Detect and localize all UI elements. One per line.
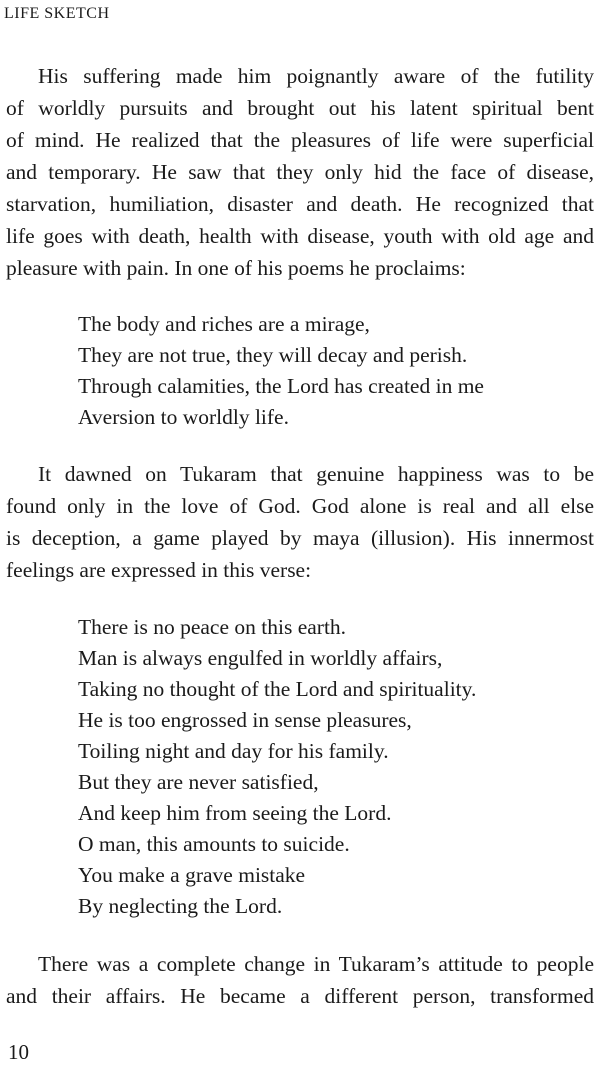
paragraph-line: feelings are expressed in this verse:	[6, 558, 312, 582]
verse-line: And keep him from seeing the Lord.	[78, 801, 392, 825]
paragraph-line: is deception, a game played by maya (illusion). His innermost	[6, 526, 594, 550]
paragraph-line: of worldly pursuits and brought out his latent spiritual bent	[6, 96, 594, 120]
paragraph-line: and their affairs. He became a different person, transformed	[6, 984, 594, 1008]
paragraph-line: life goes with death, health with disease, youth with old age and	[6, 224, 594, 248]
verse-line: Toiling night and day for his family.	[78, 739, 389, 763]
verse-line: You make a grave mistake	[78, 863, 306, 887]
verse-line: They are not true, they will decay and perish.	[78, 343, 468, 367]
paragraph-line: His suffering made him poignantly aware of the futility	[38, 64, 594, 88]
verse-line: There is no peace on this earth.	[78, 615, 347, 639]
verse-line: Man is always engulfed in worldly affairs,	[78, 646, 443, 670]
paragraph-line: found only in the love of God. God alone is real and all else	[6, 494, 594, 518]
paragraph-line: of mind. He realized that the pleasures of life were superficial	[6, 128, 594, 152]
paragraph-line: pleasure with pain. In one of his poems he proclaims:	[6, 256, 466, 280]
running-head: LIFE SKETCH	[4, 5, 110, 22]
paragraph-line: starvation, humiliation, disaster and death. He recognized that	[6, 192, 594, 216]
verse-line: But they are never satisfied,	[78, 770, 319, 794]
page-number: 10	[8, 1040, 29, 1064]
verse-line: O man, this amounts to suicide.	[78, 832, 350, 856]
paragraph-line: There was a complete change in Tukaram’s attitude to people	[38, 952, 594, 976]
verse-line: Taking no thought of the Lord and spirituality.	[78, 677, 477, 701]
paragraph-line: It dawned on Tukaram that genuine happiness was to be	[38, 462, 594, 486]
verse-line: The body and riches are a mirage,	[78, 312, 370, 336]
verse-line: By neglecting the Lord.	[78, 894, 283, 918]
verse-line: He is too engrossed in sense pleasures,	[78, 708, 412, 732]
paragraph-line: and temporary. He saw that they only hid the face of disease,	[6, 160, 594, 184]
verse-line: Through calamities, the Lord has created in me	[78, 374, 484, 398]
verse-line: Aversion to worldly life.	[78, 405, 289, 429]
